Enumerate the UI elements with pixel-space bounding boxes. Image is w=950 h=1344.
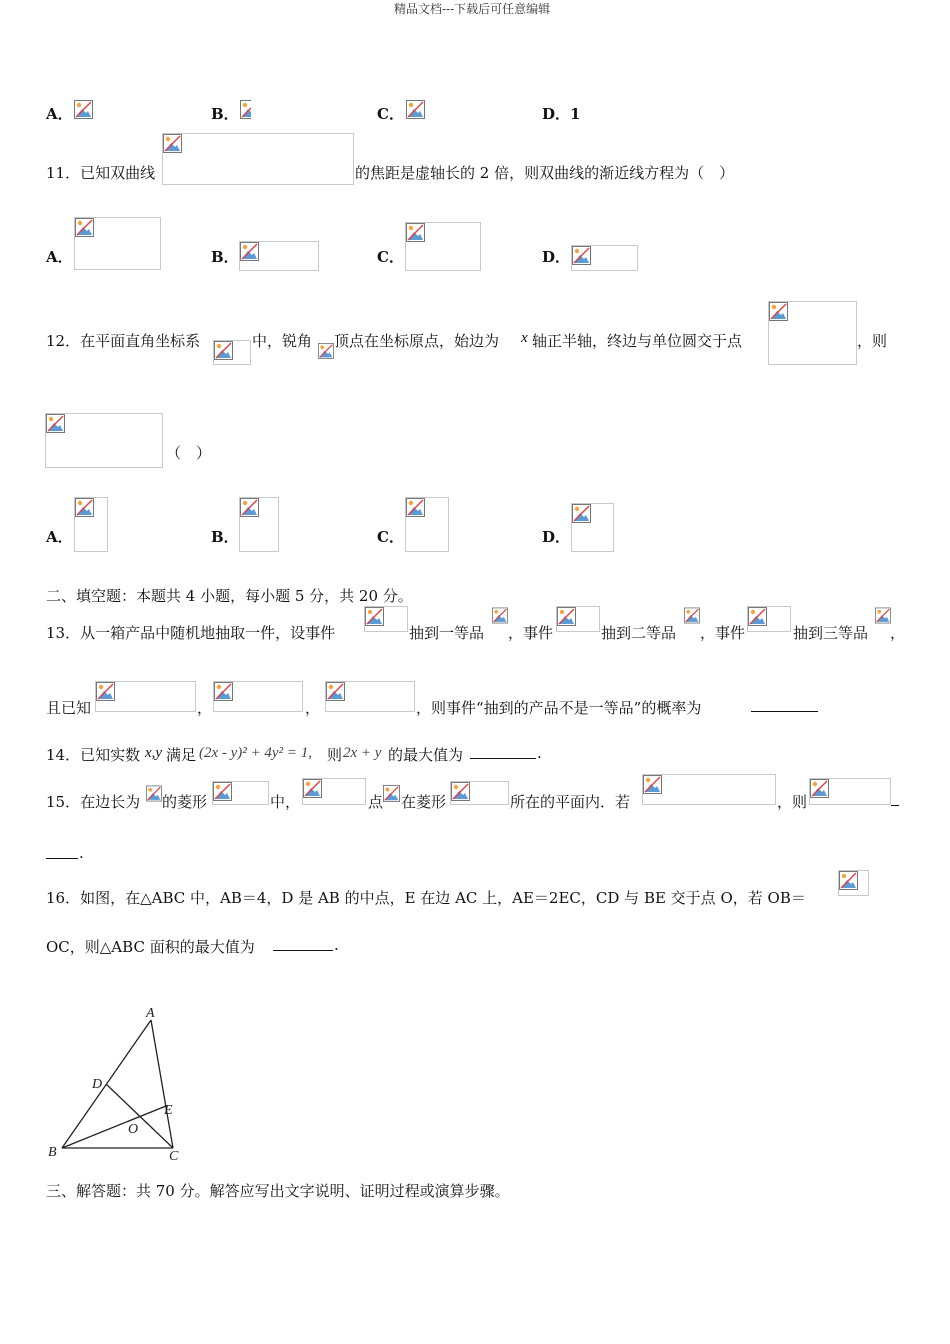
q12-end: ，则 [857, 332, 888, 350]
q14-mid: 满足 [166, 746, 197, 764]
q12-x-var: x [521, 330, 528, 346]
triangle-figure [40, 1000, 200, 1165]
q15-point: 点 [368, 793, 384, 811]
q12-expression-image [45, 413, 163, 468]
q13-line2-prefix: 且已知 [46, 699, 92, 717]
q11-option-a: A． [46, 248, 73, 266]
q16-line1: 16．如图，在△ABC 中，AB＝4，D 是 AB 的中点，E 在边 AC 上，AE＝2EC，CD 与 BE 交于点 O，若 OB＝ [46, 889, 806, 907]
q13-brace-image-3 [875, 606, 891, 630]
q11-option-c: C． [377, 248, 404, 266]
q12-mid3: 轴正半轴，终边与单位圆交于点 [532, 332, 743, 350]
image-icon [213, 782, 232, 801]
image-icon [810, 779, 829, 798]
q16-answer-blank [273, 936, 333, 951]
q15-plane: 所在的平面内．若 [510, 793, 631, 811]
q13-prob-c-image [325, 681, 415, 712]
image-icon [572, 246, 591, 265]
q13-comma-2: ， [305, 699, 321, 717]
q13-prob-a-image [95, 681, 196, 712]
q10-option-b: B． [211, 105, 239, 123]
q15-answer-blank-start [891, 791, 899, 806]
q14-vars: x,y [145, 745, 163, 761]
image-icon [406, 100, 425, 119]
q15-point-image [383, 784, 400, 806]
image-icon [643, 775, 662, 794]
image-icon [214, 682, 233, 701]
q13-event-c-image [747, 606, 791, 632]
q11-option-b-image [239, 241, 319, 271]
q13-text-5: ，事件 [700, 624, 746, 642]
q10-option-b-image [240, 100, 251, 120]
image-icon [748, 607, 767, 626]
segment-cd [106, 1084, 173, 1148]
image-icon [875, 606, 891, 625]
image-icon [75, 498, 94, 517]
image-icon [557, 607, 576, 626]
q11-option-d: D． [542, 248, 571, 266]
q12-mid1: 中，锐角 [252, 332, 313, 350]
q11-option-a-image [74, 217, 161, 270]
label-o: O [128, 1122, 139, 1137]
q12-option-d-image [571, 503, 614, 552]
page-header: 精品文档---下载后可任意编辑 [394, 2, 551, 16]
q10-option-d: D．1 [542, 105, 581, 123]
q11-prefix: 11．已知双曲线 [46, 164, 156, 182]
label-d: D [92, 1077, 103, 1092]
q10-option-a: A． [46, 105, 73, 123]
q12-alpha-image [318, 343, 334, 365]
q14-end: . [537, 744, 542, 762]
q16-end: . [334, 936, 339, 954]
q12-option-a-image [74, 497, 108, 552]
q13-comma-1: ， [197, 699, 213, 717]
q12-option-c-image [405, 497, 449, 552]
q12-point-image [768, 301, 857, 365]
image-icon [96, 682, 115, 701]
q11-hyperbola-image [162, 133, 354, 185]
q13-brace-image-2 [684, 606, 700, 630]
q11-option-d-image [571, 245, 638, 271]
image-icon [684, 606, 700, 625]
q15-prefix: 15．在边长为 [46, 793, 141, 811]
q10-option-a-image [74, 100, 95, 120]
image-icon [383, 784, 400, 803]
q12-option-d: D． [542, 528, 571, 546]
q13-brace-image-1 [492, 606, 508, 630]
q16-sqrt2-image [838, 870, 869, 896]
q13-event-b-image [556, 606, 600, 632]
q12-paren: （ ） [166, 444, 212, 462]
image-icon [46, 414, 65, 433]
q13-text-7: ， [890, 624, 906, 642]
q15-condition-image [642, 774, 776, 805]
q13-event-a-image [364, 606, 408, 632]
image-icon [318, 343, 334, 359]
image-icon [240, 498, 259, 517]
q15-rhombus: 的菱形 [162, 793, 208, 811]
label-a: A [146, 1006, 155, 1021]
q11-option-b: B． [211, 248, 239, 266]
q12-xoy-image [213, 340, 251, 365]
q13-line2-suffix: ，则事件“抽到的产品不是一等品”的概率为 [416, 699, 702, 717]
q15-in-rhombus: 在菱形 [401, 793, 447, 811]
q14-expression: 2x + y [343, 745, 382, 761]
q12-mid2: 顶点在坐标原点，始边为 [334, 332, 500, 350]
image-icon [769, 302, 788, 321]
image-icon [240, 242, 259, 261]
q12-option-b-image [239, 497, 279, 552]
q13-text-4: 抽到二等品 [601, 624, 677, 642]
image-icon [146, 784, 162, 803]
image-icon [214, 341, 233, 360]
image-icon [572, 504, 591, 523]
image-icon [451, 782, 470, 801]
q15-side-image [146, 784, 162, 806]
label-e: E [164, 1103, 173, 1118]
q13-prob-b-image [213, 681, 303, 712]
image-icon [406, 498, 425, 517]
image-icon [492, 606, 508, 625]
q13-text-3: ，事件 [508, 624, 554, 642]
q12-option-c: C． [377, 528, 404, 546]
q15-abcd-image [212, 781, 269, 805]
image-icon [163, 134, 182, 153]
q15-target-image [809, 778, 891, 805]
label-b: B [48, 1145, 57, 1160]
q15-angle-image [302, 778, 366, 805]
image-icon [303, 779, 322, 798]
image-icon [326, 682, 345, 701]
q13-text-1: 13．从一箱产品中随机地抽取一件，设事件 [46, 624, 336, 642]
label-c: C [169, 1149, 179, 1164]
image-icon [839, 871, 858, 890]
q10-option-c-image [406, 100, 428, 120]
q10-option-c: C． [377, 105, 404, 123]
image-icon [365, 607, 384, 626]
image-icon [240, 100, 251, 119]
q13-text-2: 抽到一等品 [409, 624, 485, 642]
q16-line2: OC，则△ABC 面积的最大值为 [46, 938, 255, 956]
q12-option-b: B． [211, 528, 239, 546]
q13-text-6: 抽到三等品 [793, 624, 869, 642]
q15-mid: 中， [270, 793, 301, 811]
q13-answer-blank [751, 697, 818, 712]
image-icon [74, 100, 93, 119]
side-ac [151, 1020, 173, 1148]
image-icon [75, 218, 94, 237]
q14-answer-blank [470, 744, 536, 759]
q14-then: 则 [327, 746, 343, 764]
q14-prefix: 14．已知实数 [46, 746, 141, 764]
q15-then: ，则 [777, 793, 808, 811]
q15-end: . [79, 844, 84, 862]
image-icon [406, 223, 425, 242]
section-3-title: 三、解答题：共 70 分。解答应写出文字说明、证明过程或演算步骤。 [46, 1182, 510, 1200]
q15-abcd-image-2 [450, 781, 509, 805]
q14-equation: (2x - y)² + 4y² = 1, [199, 745, 312, 761]
q11-suffix: 的焦距是虚轴长的 2 倍，则双曲线的渐近线方程为（ ） [355, 164, 735, 182]
q12-option-a: A． [46, 528, 73, 546]
q11-option-c-image [405, 222, 481, 271]
q14-suffix: 的最大值为 [388, 746, 464, 764]
q12-prefix: 12．在平面直角坐标系 [46, 332, 201, 350]
section-2-title: 二、填空题：本题共 4 小题，每小题 5 分，共 20 分。 [46, 587, 413, 605]
q15-answer-blank-end [46, 844, 78, 859]
